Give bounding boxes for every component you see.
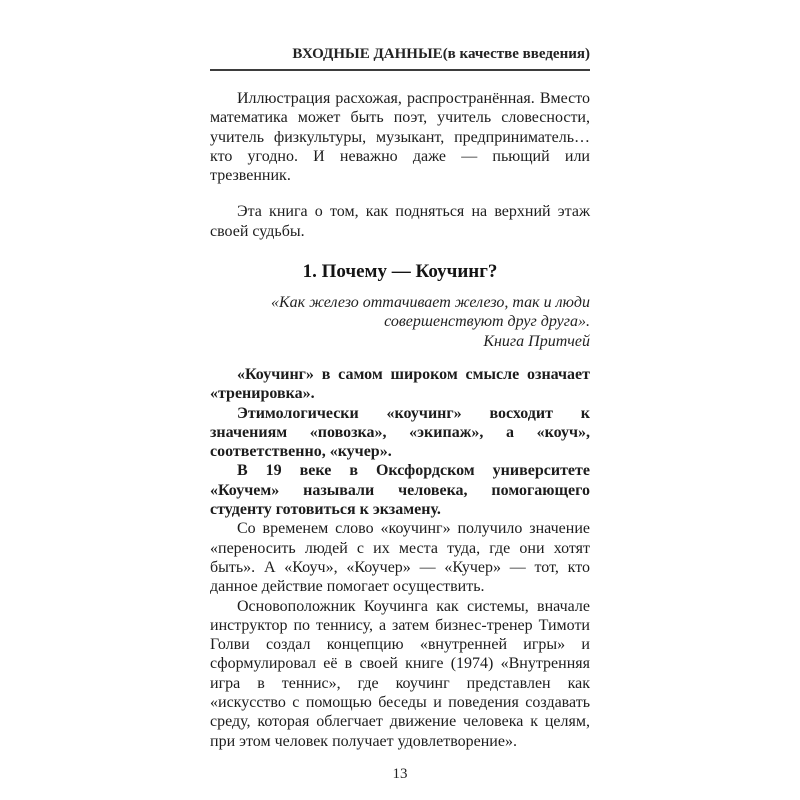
text-column [210, 44, 590, 784]
header-rule [210, 69, 590, 71]
chapter-paragraph-3: В 19 веке в Оксфордском университете «Коучем» называли человека, помогающего студенту готовиться к экзамену. [210, 462, 590, 519]
page-number: 13 [392, 765, 408, 782]
intro-paragraph-2: Эта книга о том, как подняться на верхний этаж своей судьбы. [210, 203, 590, 240]
epigraph [210, 293, 590, 351]
chapter-paragraph-5: Основоположник Коучинга как системы, вначале инструктор по теннису, а затем бизнес-тренер Тимоти Голви создал концепцию «внутренней игры» и сформулировал её в своей книге (1974) «Внутренняя игра в теннис», где коучинг представлен как «искусство с помощью беседы и поведения создавать среду, которая облегчает движение человека к целям, при этом человек получает удовлетворение». [210, 597, 590, 750]
epigraph-quote: «Как железо оттачивает железо, так и люди совершенствуют друг друга». [270, 294, 590, 331]
chapter-paragraph-2: Этимологически «коучинг» восходит к значениям «повозка», «экипаж», а «коуч», соответственно, «кучер». [210, 404, 590, 461]
intro-paragraph-1: Иллюстрация расхожая, распространённая. Вместо математика может быть поэт, учитель словесности, учитель физкультуры, музыкант, предприниматель… кто угодно. И неважно даже — пьющий или трезвенник. [210, 90, 590, 185]
chapter-heading: 1. Почему — Коучинг? [302, 261, 498, 283]
chapter-paragraph-4: Со временем слово «коучинг» получило значение «переносить людей с их места туда, где они хотят быть». А «Коуч», «Коучер» — «Кучер» — тот, кто данное действие помогает осуществить. [210, 520, 590, 596]
chapter-paragraph-1: «Коучинг» в самом широком смысле означает «тренировка». [210, 365, 590, 403]
running-header-title: ВХОДНЫЕ ДАННЫЕ(в качестве введения) [292, 46, 590, 62]
epigraph-attribution: Книга Притчей [483, 332, 590, 350]
